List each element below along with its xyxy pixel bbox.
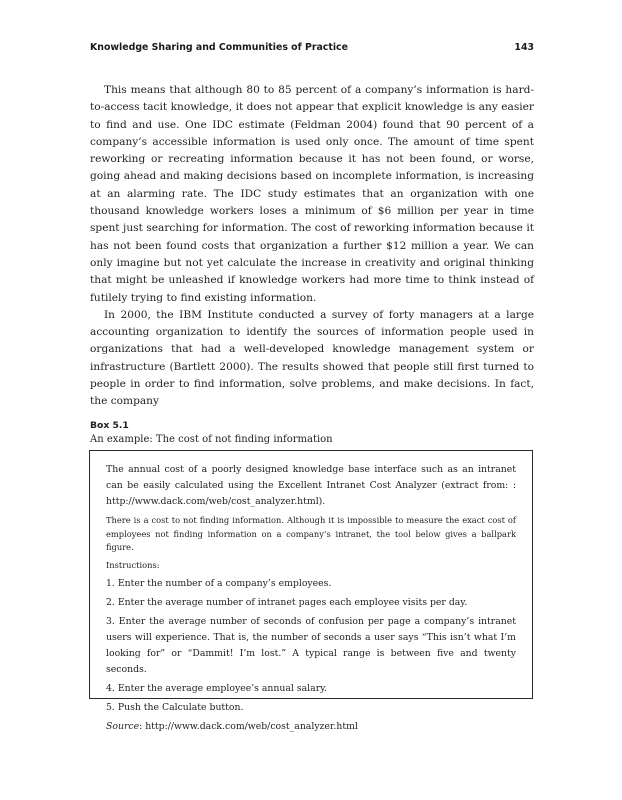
box-note-text: There is a cost to not finding information. Although it is impossible to measure the exact cost of employees not finding information on a company’s intranet, the tool below gives a ballpark figure.: [106, 515, 516, 552]
box-source-label: Source: [106, 721, 140, 732]
box-label: Box 5.1: [90, 420, 129, 431]
box-step: 5. Push the Calculate button.: [106, 702, 244, 713]
running-header: [90, 42, 534, 53]
body-paragraph: In 2000, the IBM Institute conducted a survey of forty managers at a large accounting organization to identify the sources of information people used in organizations that had a well-developed knowledge management system or infrastructure (Bartlett 2000). The results showed that people still first turned to people in order to find information, solve problems, and make decisions. In fact, the company: [90, 308, 534, 408]
box-step: 1. Enter the number of a company’s employees.: [106, 578, 332, 589]
box-title: An example: The cost of not finding information: [90, 434, 333, 445]
page-number: 143: [514, 42, 534, 53]
box-frame: [89, 450, 533, 732]
box-step: 2. Enter the average number of intranet pages each employee visits per day.: [106, 597, 468, 608]
box-steps-list: [106, 576, 516, 716]
box-source-text: : http://www.dack.com/web/cost_analyzer.html: [139, 721, 358, 732]
body-paragraph: This means that although 80 to 85 percent of a company’s information is hard-to-access tacit knowledge, it does not appear that explicit knowledge is any easier to find and use. One IDC estimate (Feldman 2004) found that 90 percent of a company’s accessible information is used only once. The amount of time spent reworking or recreating information because it has not been found, or worse, going ahead and making decisions based on incomplete information, is increasing at an alarming rate. The IDC study estimates that an organization with one thousand knowledge workers loses a minimum of $6 million per year in time spent just searching for information. The cost of reworking information because it has not been found costs that organization a further $12 million a year. We can only imagine but not yet calculate the increase in creativity and original thinking that might be unleashed if knowledge workers had more time to think instead of futilely trying to find existing information.: [90, 84, 534, 304]
box-step: 3. Enter the average number of seconds of confusion per page a company’s intranet users will experience. That is, the number of seconds a user says “This isn’t what I’m looking for” or “Dammit! I’m lost.” A typical range is between five and twenty seconds.: [106, 616, 516, 675]
box-source: [106, 719, 516, 735]
box-heading: [90, 419, 534, 447]
body-text: [90, 82, 534, 411]
box-extract-text: The annual cost of a poorly designed knowledge base interface such as an intranet can be easily calculated using the Excellent Intranet Cost Analyzer (extract from: : http://www.dack.com/web/cost_analyzer.html).: [106, 464, 516, 507]
box-step: 4. Enter the average employee’s annual salary.: [106, 683, 328, 694]
box-instructions-label: Instructions:: [106, 559, 160, 570]
chapter-title: Knowledge Sharing and Communities of Practice: [90, 42, 348, 53]
